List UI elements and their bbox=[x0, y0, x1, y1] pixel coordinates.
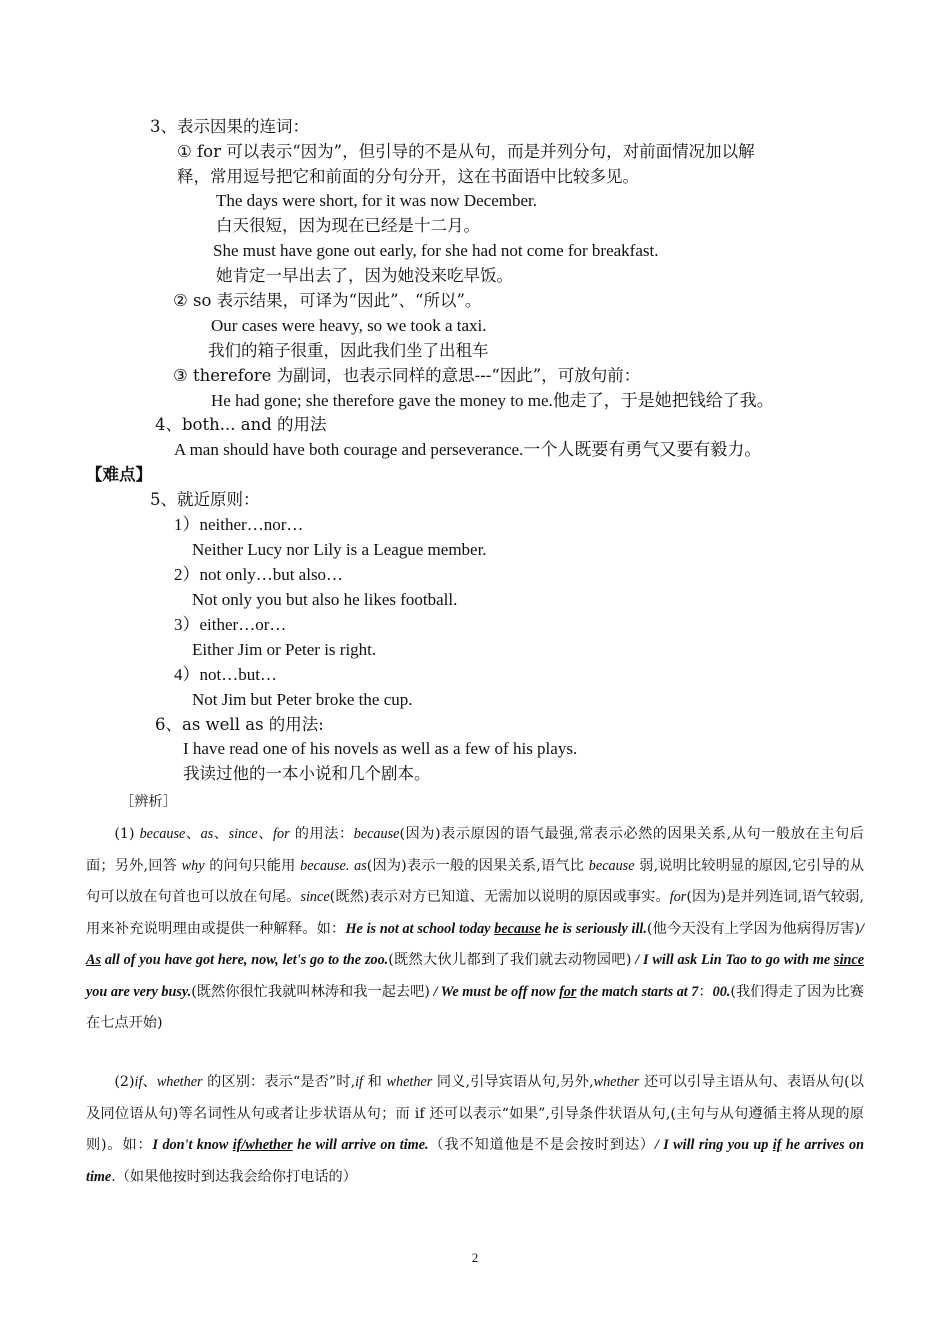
pattern-not-but: 4）not…but… bbox=[174, 665, 277, 684]
underline: if bbox=[772, 1137, 782, 1153]
text: 还可以引导主语从句、表语从句(以及同位语从句)等名词性从句或者让步状语从句；而 if 还可以表示“如果”,引导条件状语从句,(主句与从句遵循主将从现的原则)。如： bbox=[86, 1074, 864, 1153]
example-sentence: he is seriously ill. bbox=[540, 920, 647, 937]
section-analysis: ［辨析］ bbox=[120, 794, 177, 810]
example-mixed: He had gone; she therefore gave the money to me.他走了，于是她把钱给了我。 bbox=[211, 391, 774, 410]
heading-causal-conjunctions: 3、表示因果的连词： bbox=[150, 117, 309, 136]
translation: （我不知道他是不是会按时到达） bbox=[428, 1137, 655, 1153]
underlined-term bbox=[834, 952, 864, 968]
item-therefore: ③ therefore 为副词，也表示同样的意思---“因此”，可放句前： bbox=[173, 366, 641, 385]
text: (因为)表示原因的语气最强,常表示必然的因果关系,从句一般放在主句后面；另外,回答 bbox=[86, 826, 864, 874]
term: because bbox=[139, 826, 186, 842]
separator: / bbox=[860, 920, 864, 937]
example-zh: 我读过他的一本小说和几个剧本。 bbox=[183, 764, 431, 783]
text: (1) bbox=[114, 826, 140, 842]
item-so: ② so 表示结果，可译为“因此”、“所以”。 bbox=[173, 291, 482, 310]
translation: .（如果他按时到达我会给你打电话的） bbox=[111, 1168, 357, 1185]
text: 和 bbox=[362, 1074, 387, 1090]
example-sentence: he will arrive on time. bbox=[292, 1137, 429, 1153]
pattern-not-only: 2）not only…but also… bbox=[174, 565, 344, 584]
example-zh: 我们的箱子很重，因此我们坐了出租车 bbox=[208, 341, 489, 360]
example-sentence: the match starts at 7 bbox=[576, 983, 699, 1000]
term: since bbox=[228, 826, 258, 842]
example-sentence: he arrives on time bbox=[86, 1137, 864, 1185]
term: for bbox=[669, 889, 687, 905]
translation: (他今天没有上学因为他病得厉害) bbox=[646, 920, 861, 937]
analysis-paragraph-2 bbox=[86, 1067, 864, 1193]
example-mixed: A man should have both courage and perseverance.一个人既要有勇气又要有毅力。 bbox=[174, 440, 762, 459]
example-sentence: I don't know bbox=[152, 1137, 233, 1153]
heading-as-well-as: 6、as well as 的用法: bbox=[155, 715, 324, 734]
term: whether bbox=[156, 1074, 203, 1090]
example-en: Either Jim or Peter is right. bbox=[192, 640, 377, 659]
example-sentence: 00. bbox=[712, 983, 731, 1000]
example-sentence: He is not at school today bbox=[345, 920, 495, 937]
term: as bbox=[200, 826, 214, 842]
text: 的问句只能用 bbox=[204, 857, 301, 874]
term: as bbox=[354, 857, 367, 874]
example-sentence: / I will ask Lin Tao to go with me bbox=[631, 952, 835, 968]
item-for-explanation: ① for 可以表示“因为”，但引导的不是从句，而是并列分句，对前面情况加以解 bbox=[177, 142, 755, 161]
example-sentence: / I will ring you up bbox=[654, 1137, 773, 1153]
text: 、 bbox=[257, 826, 274, 842]
underlined-term bbox=[559, 984, 576, 1000]
text: (因为)是并列连词,语气较弱,用来补充说明理由或提供一种解释。如： bbox=[86, 889, 864, 937]
page-number: 2 bbox=[471, 1250, 479, 1265]
underline: As bbox=[86, 952, 101, 968]
example-zh: 白天很短，因为现在已经是十二月。 bbox=[216, 216, 480, 235]
underline: because bbox=[494, 920, 541, 937]
example-zh: 她肯定一早出去了，因为她没来吃早饭。 bbox=[216, 266, 513, 285]
heading-proximity-rule: 5、就近原则： bbox=[150, 490, 260, 509]
example-en: Not only you but also he likes football. bbox=[192, 590, 458, 609]
term: if bbox=[134, 1074, 143, 1090]
term: because bbox=[353, 826, 400, 842]
heading-both-and: 4、both... and 的用法 bbox=[155, 415, 327, 434]
text: 的用法： bbox=[289, 826, 354, 842]
example-en: I have read one of his novels as well as a few of his plays. bbox=[183, 739, 578, 758]
underline: for bbox=[559, 983, 577, 1000]
analysis-paragraph-1 bbox=[86, 819, 864, 1040]
example-sentence: / We must be off now bbox=[429, 983, 560, 1000]
underlined-term bbox=[86, 952, 101, 968]
example-en: Neither Lucy nor Lily is a League member. bbox=[192, 540, 487, 559]
pattern-either-or: 3）either…or… bbox=[174, 615, 287, 634]
text: 的区别：表示“是否”时, bbox=[202, 1074, 356, 1090]
term: whether bbox=[386, 1074, 433, 1090]
text: 同义,引导宾语从句,另外, bbox=[432, 1074, 594, 1090]
text: 、 bbox=[142, 1074, 157, 1090]
underlined-term bbox=[233, 1137, 293, 1153]
translation: (既然你很忙我就叫林涛和我一起去吧) bbox=[191, 983, 430, 1000]
text: (2) bbox=[114, 1074, 135, 1090]
term: for bbox=[273, 826, 290, 842]
term: why bbox=[181, 857, 205, 874]
underline: if/whether bbox=[232, 1137, 293, 1153]
example-sentence: you are very busy. bbox=[86, 983, 192, 1000]
underline: since bbox=[834, 952, 864, 968]
example-en: Our cases were heavy, so we took a taxi. bbox=[211, 316, 487, 335]
translation: (我们得走了因为比赛在七点开始) bbox=[86, 983, 864, 1031]
text: (因为)表示一般的因果关系,语气比 bbox=[366, 857, 589, 874]
example-sentence: all of you have got here, now, let's go to the zoo. bbox=[100, 952, 389, 968]
example-en: She must have gone out early, for she had not come for breakfast. bbox=[213, 241, 659, 260]
underlined-term bbox=[494, 921, 541, 937]
term: if bbox=[355, 1074, 363, 1090]
term: since bbox=[300, 889, 330, 905]
translation: (既然大伙儿都到了我们就去动物园吧) bbox=[388, 952, 632, 968]
example-en: Not Jim but Peter broke the cup. bbox=[192, 690, 413, 709]
item-for-explanation-cont: 释，常用逗号把它和前面的分句分开，这在书面语中比较多见。 bbox=[177, 167, 639, 186]
term: because bbox=[588, 857, 635, 874]
text: 、 bbox=[185, 826, 201, 842]
term: whether bbox=[593, 1074, 640, 1090]
text: 弱,说明比较明显的原因,它引导的从句可以放在句首也可以放在句尾。 bbox=[86, 857, 865, 905]
text: (既然)表示对方已知道、无需加以说明的原因或事实。 bbox=[329, 889, 670, 905]
pattern-neither-nor: 1）neither…nor… bbox=[174, 515, 304, 534]
text: 、 bbox=[213, 826, 229, 842]
text: ： bbox=[698, 983, 713, 1000]
term: because. bbox=[300, 857, 350, 874]
example-en: The days were short, for it was now December. bbox=[216, 191, 538, 210]
section-difficulty: 【难点】 bbox=[86, 465, 152, 484]
